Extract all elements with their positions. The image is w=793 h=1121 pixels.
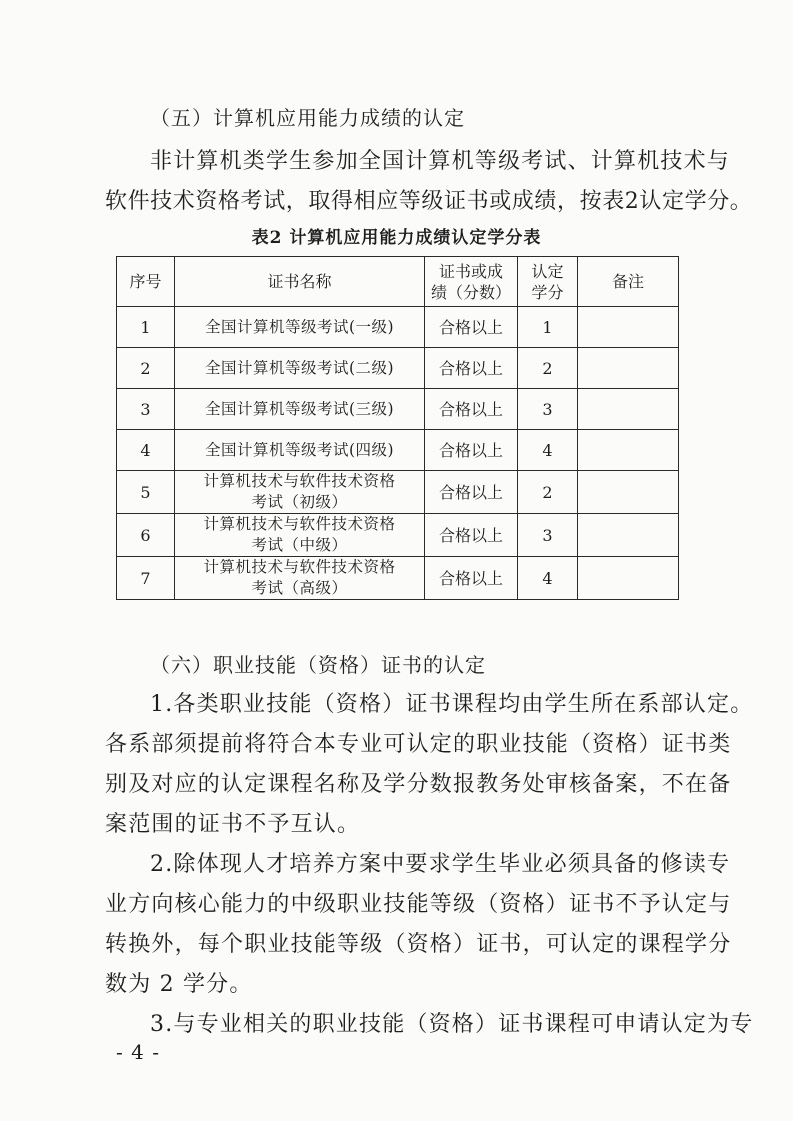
cell-credit: 2 — [518, 471, 578, 514]
paragraph-line: 业方向核心能力的中级职业技能等级（资格）证书不予认定与 — [105, 892, 732, 917]
table-header-row — [117, 257, 679, 307]
cell-credit: 2 — [518, 348, 578, 389]
cell-name-line: 计算机技术与软件技术资格 — [203, 515, 396, 533]
paragraph-line: 1.各类职业技能（资格）证书课程均由学生所在系部认定。 — [150, 692, 754, 717]
paragraph-line: 别及对应的认定课程名称及学分数报教务处审核备案，不在备 — [105, 772, 732, 797]
cell-remark — [578, 389, 679, 430]
paragraph-line: 3.与专业相关的职业技能（资格）证书课程可申请认定为专 — [150, 1012, 754, 1037]
header-score-line: 证书或成 — [438, 261, 503, 281]
table-row — [117, 514, 679, 557]
cell-seq: 6 — [117, 514, 175, 557]
cell-seq: 7 — [117, 557, 175, 600]
header-credit-line: 学分 — [531, 282, 564, 302]
cell-score: 合格以上 — [425, 430, 518, 471]
cell-score: 合格以上 — [425, 389, 518, 430]
cell-credit: 3 — [518, 514, 578, 557]
cell-name-line: 计算机技术与软件技术资格 — [203, 558, 396, 576]
table-row — [117, 557, 679, 600]
cell-score: 合格以上 — [425, 471, 518, 514]
header-score — [425, 257, 518, 307]
cell-name: 全国计算机等级考试(二级) — [175, 348, 425, 389]
paragraph-line: 各系部须提前将符合本专业可认定的职业技能（资格）证书类 — [105, 732, 732, 757]
cell-name-line: 考试（初级） — [251, 493, 348, 511]
cell-remark — [578, 471, 679, 514]
cell-name — [175, 557, 425, 600]
paragraph-line: 2.除体现人才培养方案中要求学生毕业必须具备的修读专 — [150, 852, 731, 877]
cell-score: 合格以上 — [425, 348, 518, 389]
table-caption: 表2 计算机应用能力成绩认定学分表 — [251, 228, 542, 248]
header-score-line: 绩（分数） — [430, 282, 511, 302]
paragraph-line: 案范围的证书不予互认。 — [105, 812, 361, 837]
header-name: 证书名称 — [175, 257, 425, 307]
paragraph-line: 转换外，每个职业技能等级（资格）证书，可认定的课程学分 — [105, 932, 732, 957]
cell-remark — [578, 557, 679, 600]
cell-score: 合格以上 — [425, 557, 518, 600]
cell-name-line: 考试（高级） — [251, 579, 348, 597]
cell-score: 合格以上 — [425, 307, 518, 348]
cell-name: 全国计算机等级考试(三级) — [175, 389, 425, 430]
cell-name-line: 考试（中级） — [251, 536, 348, 554]
header-remark: 备注 — [578, 257, 679, 307]
section5-heading: （五）计算机应用能力成绩的认定 — [150, 106, 465, 130]
credit-table — [116, 256, 679, 600]
section6-heading: （六）职业技能（资格）证书的认定 — [150, 653, 486, 677]
cell-name: 全国计算机等级考试(一级) — [175, 307, 425, 348]
table-row — [117, 348, 679, 389]
cell-name — [175, 471, 425, 514]
table-row — [117, 430, 679, 471]
cell-seq: 4 — [117, 430, 175, 471]
table-row — [117, 471, 679, 514]
section5-paragraph-line: 软件技术资格考试，取得相应等级证书或成绩，按表2认定学分。 — [105, 189, 753, 214]
cell-score: 合格以上 — [425, 514, 518, 557]
cell-seq: 2 — [117, 348, 175, 389]
table-row — [117, 307, 679, 348]
cell-name — [175, 514, 425, 557]
cell-remark — [578, 348, 679, 389]
cell-name-line: 计算机技术与软件技术资格 — [203, 472, 396, 490]
header-credit — [518, 257, 578, 307]
cell-credit: 4 — [518, 557, 578, 600]
section5-paragraph-line: 非计算机类学生参加全国计算机等级考试、计算机技术与 — [150, 149, 731, 174]
cell-remark — [578, 430, 679, 471]
cell-seq: 1 — [117, 307, 175, 348]
cell-remark — [578, 514, 679, 557]
cell-credit: 4 — [518, 430, 578, 471]
cell-name: 全国计算机等级考试(四级) — [175, 430, 425, 471]
cell-remark — [578, 307, 679, 348]
table-row — [117, 389, 679, 430]
header-seq: 序号 — [117, 257, 175, 307]
page-number: - 4 - — [116, 1040, 160, 1064]
header-credit-line: 认定 — [531, 261, 564, 281]
cell-credit: 1 — [518, 307, 578, 348]
paragraph-line: 数为 2 学分。 — [105, 972, 253, 997]
cell-seq: 5 — [117, 471, 175, 514]
cell-seq: 3 — [117, 389, 175, 430]
cell-credit: 3 — [518, 389, 578, 430]
